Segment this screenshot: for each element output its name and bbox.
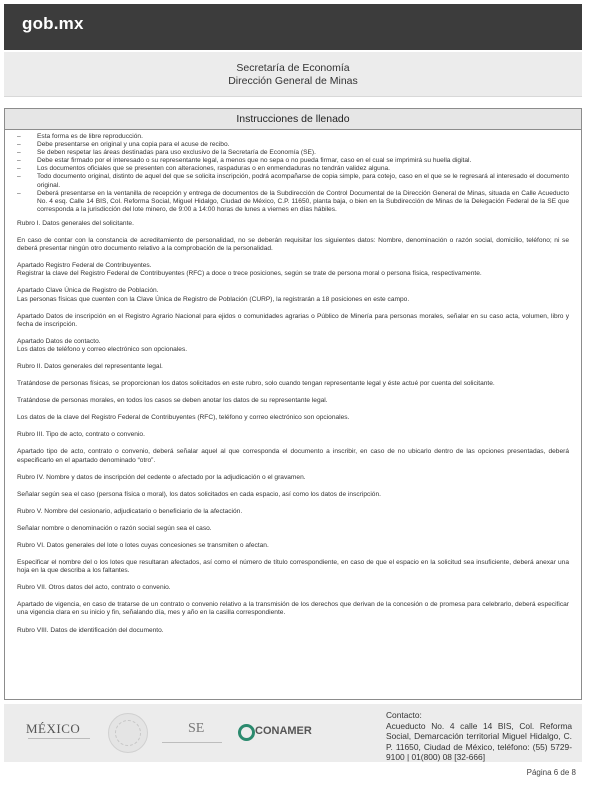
contact-block	[386, 710, 572, 763]
top-bar	[4, 4, 582, 50]
header-band	[4, 52, 582, 97]
instruction-paragraph: Apartado Clave Única de Registro de Población. Las personas físicas que cuenten con la Clave Única de Registro de Población (CURP), la registrarán a 18 posiciones en este campo.	[17, 287, 410, 303]
instruction-paragraph: Rubro VI. Datos generales del lote o lotes cuyas concesiones se transmiten o afectan.	[17, 542, 269, 549]
instruction-paragraph: Apartado tipo de acto, contrato o convenio, deberá señalar aquel al que corresponda el documento a inscribir, en caso de no ubicarlo dentro de las opciones presentadas, deberá especificarlo en el apartado denominado “otro”.	[17, 448, 569, 464]
contact-label: Contacto:	[386, 710, 422, 720]
list-item: – Todo documento original, distinto de aquel del que se solicita inscripción, podrá acompañarse de copia simple, para cotejo, caso en el que se le regresará al interesado el documento original.	[17, 173, 569, 189]
instruction-paragraph: Rubro V. Nombre del cesionario, adjudicatario o beneficiario de la afectación.	[17, 507, 243, 515]
instructions-box	[4, 108, 582, 700]
instruction-paragraph: Rubro VII. Otros datos del acto, contrato o convenio.	[17, 584, 171, 592]
instruction-paragraph: Los datos de la clave del Registro Federal de Contribuyentes (RFC), teléfono y correo electrónico son opcionales.	[17, 414, 350, 422]
instructions-title: Instrucciones de llenado	[5, 109, 581, 130]
seal-inner-ring	[115, 720, 141, 746]
conamer-ring-icon	[238, 724, 255, 741]
instruction-paragraph: Rubro II. Datos generales del representante legal.	[17, 362, 163, 370]
dash-marker: –	[17, 149, 21, 157]
instruction-paragraph: Apartado de vigencia, en caso de tratarse de un contrato o convenio relativo a la transmisión de los derechos que derivan de la concesión o de promesa para celebrarlo, deberá especificar una vigencia clara en su inicio y fin, señalando día, mes y año en la casilla correspondiente.	[17, 601, 569, 617]
national-seal-icon	[108, 713, 148, 753]
instruction-paragraph: Rubro IV. Nombre y datos de inscripción del cedente o afectado por la adjudicación o el gravamen.	[17, 473, 306, 481]
dash-marker: –	[17, 141, 21, 149]
instruction-paragraph: Tratándose de personas morales, en todos los casos se deben anotar los datos de su representante legal.	[17, 397, 328, 405]
footer	[4, 704, 582, 762]
page-number: Página 6 de 8	[526, 768, 576, 777]
se-logo: SE	[188, 721, 205, 736]
instruction-paragraph: Rubro I. Datos generales del solicitante.	[17, 219, 134, 227]
instruction-paragraph: Señalar según sea el caso (persona física o moral), los datos solicitados en cada espacio, así como los datos de inscripción.	[17, 490, 381, 498]
dash-marker: –	[17, 173, 21, 181]
dash-marker: –	[17, 157, 21, 165]
dash-marker: –	[17, 165, 21, 173]
instructions-bullet-list	[17, 133, 569, 214]
instruction-paragraph: Señalar nombre o denominación o razón social según sea el caso.	[17, 524, 212, 532]
mexico-logo-rule	[28, 738, 90, 742]
mexico-logo: MÉXICO	[26, 721, 81, 736]
instruction-paragraph: Rubro VIII. Datos de identificación del documento.	[17, 626, 164, 634]
conamer-logo: CONAMER	[255, 725, 312, 737]
list-item: – Se deben respetar las áreas destinadas para uso exclusivo de la Secretaría de Economía (SE).	[17, 149, 316, 157]
instruction-paragraph: En caso de contar con la constancia de acreditamiento de personalidad, no se deberán requisitar los siguientes datos: Nombre, denominación o razón social, domicilio, teléfono; ni se deberá presentar ningún otro documento relativo a la comprobación de la personalidad.	[17, 237, 569, 253]
instruction-paragraph: Apartado Datos de contacto. Los datos de teléfono y correo electrónico son opcionales.	[17, 337, 188, 353]
instruction-paragraph: Especificar el nombre del o los lotes que resultaran afectados, así como el número de título correspondiente, en caso de que el espacio en la solicitud sea insuficiente, deberá anexar una hoja en la que describa a los faltantes.	[17, 559, 569, 575]
list-item: – Deberá presentarse en la ventanilla de recepción y entrega de documentos de la Subdirección de Control Documental de la Dirección General de Minas, situada en Calle Acueducto No. 4 esq. Calle 14 BIS, Col. Reforma Social, Miguel Hidalgo, Ciudad de México, C.P. 11650, planta baja, o bien en la Subdirección de Minas de la Delegación Federal de la SE que corresponda a la jurisdicción del lote minero, de 9:00 a 14:00 horas de lunes a viernes en días hábiles.	[17, 189, 569, 213]
instruction-paragraph: Apartado Datos de inscripción en el Registro Agrario Nacional para ejidos o comunidades agrarias o Público de Minería para personas morales, señalar en su caso acta, volumen, libro y fecha de inscripción.	[17, 312, 569, 328]
instructions-paragraphs	[17, 220, 569, 635]
instruction-paragraph: Apartado Registro Federal de Contribuyentes. Registrar la clave del Registro Federal de Contribuyentes (RFC) a doce o trece posiciones, según se trate de persona moral o persona física, respectivamente.	[17, 262, 482, 278]
instruction-paragraph: Rubro III. Tipo de acto, contrato o convenio.	[17, 431, 145, 439]
list-item: – Los documentos oficiales que se presenten con alteraciones, raspaduras o en enmendaduras no tendrán validez alguna.	[17, 165, 390, 173]
dash-marker: –	[17, 189, 21, 197]
instruction-paragraph: Tratándose de personas físicas, se proporcionan los datos solicitados en este rubro, solo cuando tengan representante legal y éste actué por cuenta del solicitante.	[17, 380, 495, 388]
dash-marker: –	[17, 133, 21, 140]
list-item: – Esta forma es de libre reproducción.	[17, 133, 143, 140]
list-item: – Debe presentarse en original y una copia para el acuse de recibo.	[17, 141, 230, 149]
list-item: – Debe estar firmado por el interesado o su representante legal, a menos que no sepa o no pueda firmar, caso en el cual se imprimirá su huella digital.	[17, 157, 472, 165]
header-direccion: Dirección General de Minas	[228, 75, 358, 87]
header-secretaria: Secretaría de Economía	[236, 62, 350, 74]
gobmx-logo[interactable]: gob.mx	[22, 14, 84, 33]
contact-address: Acueducto No. 4 calle 14 BIS, Col. Reforma Social, Demarcación territorial Miguel Hidalgo, C. P. 11650, Ciudad de México, teléfono: (55) 5729-9100 | 01(800) 08 [32-666]	[386, 720, 572, 763]
se-logo-rule	[162, 742, 222, 743]
instructions-content	[5, 130, 581, 635]
